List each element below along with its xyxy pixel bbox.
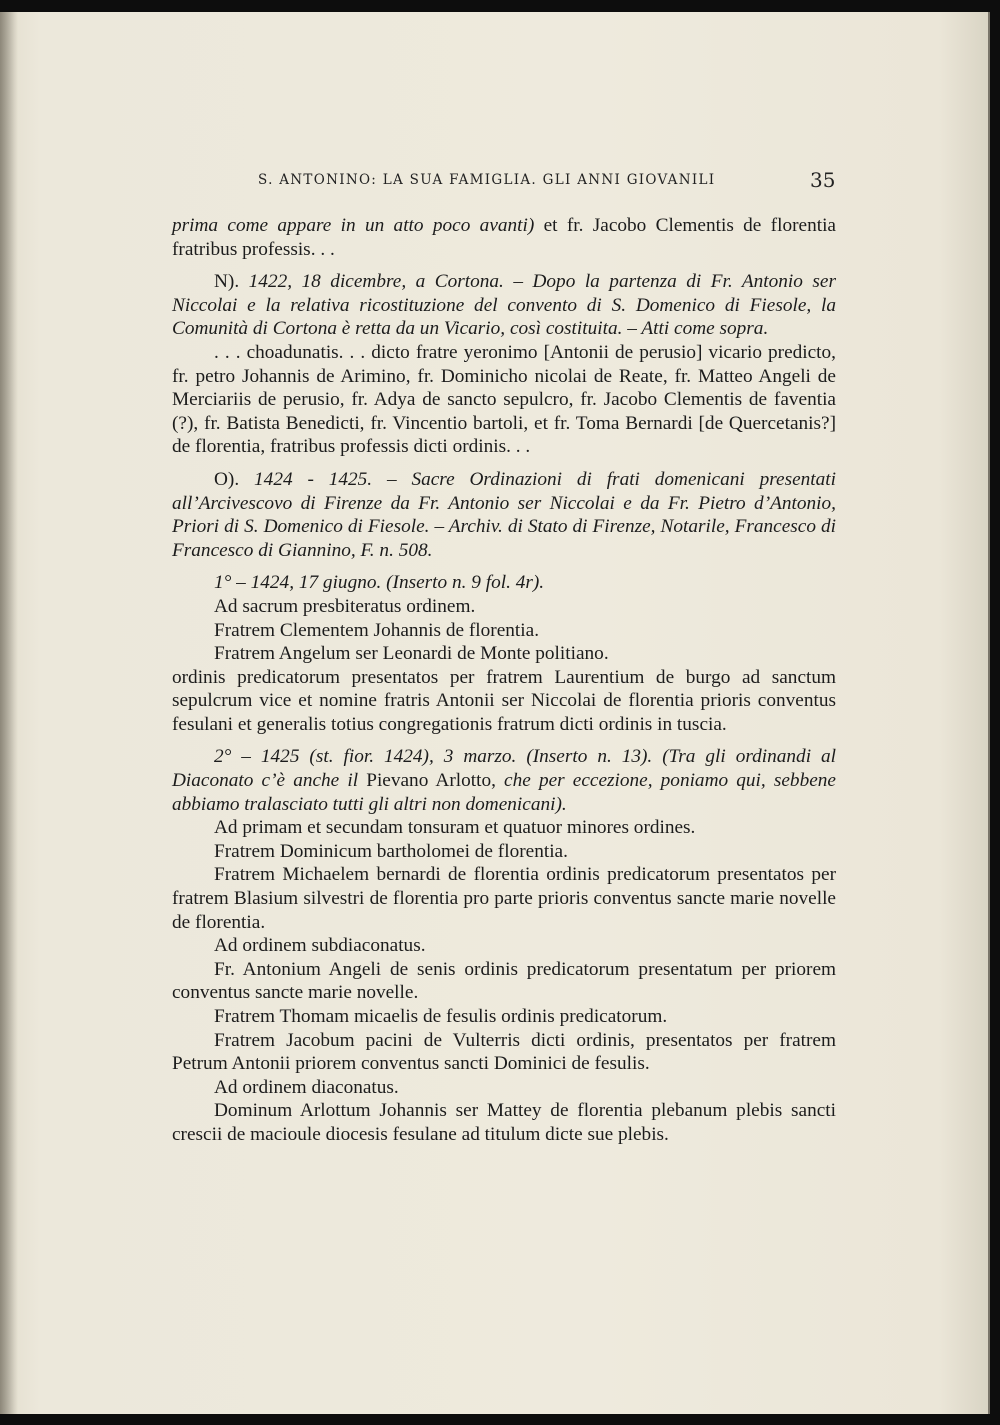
ordination-line: Fratrem Thomam micaelis de fesulis ordinis predicatorum. [214,1006,668,1027]
ordination-line: Fr. Antonium Angeli de senis ordinis predicatorum presentatum per priorem conventus sancte marie novelle. [172,958,836,1004]
ordination-line: Dominum Arlottum Johannis ser Mattey de florentia plebanum plebis sancti crescii de macioule diocesis fesulane ad titulum dicte sue plebis. [172,1100,836,1145]
ordination-line: Fratrem Angelum ser Leonardi de Monte politiano. [214,643,609,665]
subsection-2-heading [172,745,836,816]
roman-phrase: Pievano Arlotto, [366,770,496,792]
page-gutter-shadow [0,12,18,1414]
ordination-line: Ad sacrum presbiteratus ordinem. [214,595,476,617]
ordination-line: Fratrem Clementem Johannis de florentia. [214,619,540,641]
section-label: O). [214,468,255,490]
ordination-line: Ad ordinem subdiaconatus. [214,935,426,957]
section-n-text: . . . choadunatis. . . dicto fratre yeronimo [Antonii de perusio] vicario predicto, fr. petro Johannis de Arimino, fr. Dominicho nicolai de Reate, fr. Matteo Angeli de Merciariis de perusio, fr. Adya de sancto sepulcro, fr. Jacobo Clementis de faventia (?), fr. Batista Benedicti, fr. Vincentio bartoli, et fr. Toma Bernardi [de Quercetanis?] de florentia, fratribus professis dicti ordinis. . . [172,341,836,458]
section-label: N). [214,271,249,293]
ordination-line: Fratrem Dominicum bartholomei de florentia. [214,840,568,862]
ordination-line: ordinis predicatorum presentatos per fratrem Laurentium de burgo ad sanctum sepulcrum vice et nomine fratris Antonii ser Niccolai de florentia prioris conventus fesulani et generalis totius congregationis fratrum dicti ordinis in tuscia. [172,666,836,735]
ordination-line: Ad ordinem diaconatus. [214,1076,399,1098]
ordination-line: Fratrem Jacobum pacini de Vulterris dicti ordinis, presentatos per fratrem Petrum Antonii priorem conventus sancti Dominici de fesulis. [172,1029,836,1075]
paragraph-continuation [172,214,836,261]
italic-phrase: che per eccezione, poniamo qui, sebbene abbiamo tralasciato tutti gli altri non domenicani). [172,770,836,815]
italic-phrase: 2° – 1425 (st. fior. 1424), 3 marzo. (Inserto n. 13). (Tra gli ordinandi al Diaconato c’è anche il [172,746,836,792]
italic-phrase: prima come appare in un atto poco avanti) [172,215,535,236]
ordination-line: Ad primam et secundam tonsuram et quatuor minores ordines. [214,817,696,839]
running-title: S. ANTONINO: LA SUA FAMIGLIA. GLI ANNI GIOVANILI [258,172,716,188]
latin-text: et fr. Jacobo Clementis de florentia fratribus professis. . . [172,215,836,260]
section-n-heading [172,270,836,341]
page-number: 35 [810,168,836,192]
ordination-line: Fratrem Michaelem bernardi de florentia ordinis predicatorum presentatos per fratrem Blasium silvestri de florentia pro parte prioris conventus sancte marie novelle de florentia. [172,864,836,933]
section-description: 1424 - 1425. – Sacre Ordinazioni di frati domenicani presentati all’Arcivescovo di Firenze da Fr. Antonio ser Niccolai e da Fr. Pietro d’Antonio, Priori di S. Domenico di Fiesole. – Archiv. di Stato di Firenze, Notarile, Francesco di Francesco di Giannino, F. n. 508. [172,468,836,561]
section-o-heading [172,468,836,562]
section-description: 1422, 18 dicembre, a Cortona. – Dopo la partenza di Fr. Antonio ser Niccolai e la relativa ricostituzione del convento di S. Domenico di Fiesole, la Comunità di Cortona è retta da un Vicario, così costituita. – Atti come sopra. [172,271,836,340]
body-text [172,214,836,1147]
subsection-1-heading: 1° – 1424, 17 giugno. (Inserto n. 9 fol. 4r). [214,572,545,594]
